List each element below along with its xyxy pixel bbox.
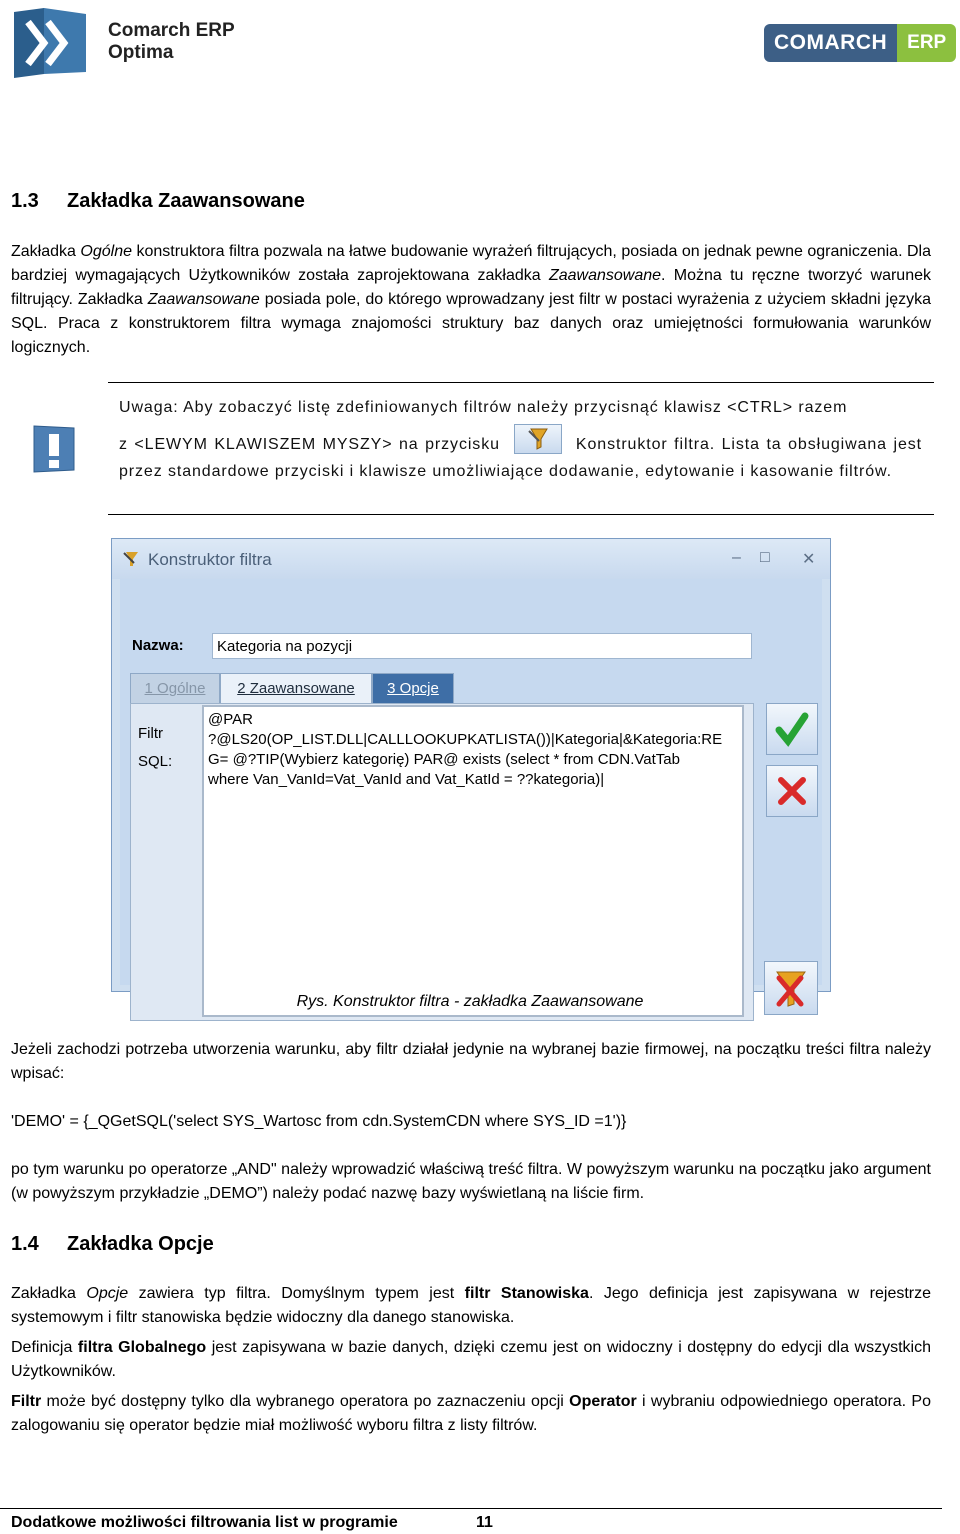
text-run-italic: Opcje	[86, 1285, 129, 1302]
dialog-app-icon	[122, 550, 142, 573]
dialog-title: Konstruktor filtra	[148, 550, 272, 569]
text-run-bold: filtr Stanowiska	[464, 1285, 589, 1302]
text-run: jest zapisywana w bazie danych, dzięki czemu jest on widoczny i dostępny do edycji dla wszystkich Użytkowników.	[11, 1339, 931, 1380]
para-and: po tym warunku po operatorze „AND" należy wprowadzić właściwą treść filtra. W powyższym warunku na początku jako argument (w powyższym przykładzie „DEMO”) należy podać nazwę bazy wyświetlaną na liście firm.	[11, 1161, 931, 1202]
ok-icon	[767, 704, 817, 754]
product-name-line1: Comarch ERP	[108, 20, 235, 41]
name-label: Nazwa:	[132, 637, 184, 654]
text-run-italic: Zaawansowane	[548, 267, 662, 284]
product-name-line2: Optima	[108, 42, 174, 63]
section-title: Zakładka Zaawansowane	[67, 190, 305, 212]
sql-textarea[interactable]: @PAR ?@LS20(OP_LIST.DLL|CALLLOOKUPKATLISTA())|Kategoria|&Kategoria:RE G= @?TIP(Wybierz kategorię) PAR@ exists (select * from CDN.VatTab where Van_VanId=Vat_VanId and Vat_KatId = ??kategoria)|	[202, 705, 744, 1017]
section-heading-1-3	[11, 189, 305, 213]
dialog-body	[120, 579, 822, 985]
text-run: zawiera typ filtra. Domyślnym typem jest	[128, 1285, 465, 1302]
text-run: Definicja	[11, 1339, 78, 1356]
para-demo: Jeżeli zachodzi potrzeba utworzenia warunku, aby filtr działał jedynie na wybranej bazie firmowej, na początku treści filtra należy wpisać:	[11, 1041, 931, 1082]
text-run-italic: Zaawansowane	[147, 291, 260, 308]
filter-label: Filtr	[138, 725, 163, 742]
cancel-icon	[767, 766, 817, 816]
text-run: i wybraniu odpowiedniego operatora. Po zalogowaniu się operator będzie miał możliwość wyboru filtra z listy filtrów.	[11, 1393, 932, 1434]
page-number: 11	[476, 1514, 493, 1531]
text-run-bold: filtra Globalnego	[77, 1339, 207, 1356]
product-name	[108, 20, 235, 64]
note-text-run: z <LEWYM KLAWISZEM MYSZY> na przycisku	[119, 436, 500, 454]
note-bottom-rule	[108, 514, 934, 515]
comarch-erp-optima-logo-icon	[14, 8, 86, 78]
filter-constructor-dialog	[111, 538, 831, 992]
section-1-3-paragraph	[11, 240, 931, 360]
section-number: 1.3	[11, 190, 39, 212]
badge-comarch: COMARCH	[764, 24, 897, 62]
text-run: konstruktora filtra pozwala na łatwe budowanie wyrażeń filtrujących, posiada on jednak pewne ograniczenia. Dla bardziej wymagających Użytkowników została zaprojektowana zakładka	[11, 243, 932, 284]
tab-advanced[interactable]: 2 Zaawansowane	[220, 673, 372, 703]
note-top-rule	[108, 382, 934, 383]
cancel-button[interactable]	[766, 765, 818, 817]
section-heading-1-4	[11, 1232, 214, 1256]
footer-rule	[0, 1508, 942, 1509]
tab-options[interactable]: 3 Opcje	[372, 673, 454, 703]
dialog-titlebar	[112, 539, 830, 579]
text-run: może być dostępny tylko dla wybranego operatora po zaznaczeniu opcji	[41, 1393, 570, 1410]
text-run: . Jego definicja jest zapisywana w rejestrze systemowym i filtr stanowiska będzie widoczny dla danego stanowiska.	[11, 1285, 932, 1326]
close-icon[interactable]: ✕	[802, 551, 816, 568]
footer-title: Dodatkowe możliwości filtrowania list w programie	[11, 1514, 398, 1531]
note-text-run: Konstruktor filtra. Lista ta obsługiwana jest przez standardowe przyciski i klawisze umożliwiające dodawanie, edytowanie i kasowanie filtrów.	[119, 436, 922, 480]
text-run: posiada pole, do którego wprowadzany jest filtr w postaci wyrażenia z użyciem składni języka SQL. Praca z konstruktorem filtra wymaga znajomości struktury baz danych oraz umiejętności formułowania warunków logicznych.	[11, 291, 932, 356]
sql-label: SQL:	[138, 753, 173, 770]
section-number: 1.4	[11, 1233, 39, 1255]
minimize-icon[interactable]: –	[732, 549, 741, 566]
note-line1: Uwaga: Aby zobaczyć listę zdefiniowanych filtrów należy przycisnąć klawisz <CTRL> razem	[119, 399, 848, 416]
text-run-bold: Filtr	[11, 1393, 42, 1410]
text-run: Zakładka	[11, 243, 81, 260]
code-line: 'DEMO' = {_QGetSQL('select SYS_Wartosc from cdn.SystemCDN where SYS_ID =1')}	[11, 1113, 627, 1130]
note-text	[119, 396, 922, 484]
text-run-bold: Operator	[569, 1393, 637, 1410]
maximize-icon[interactable]: □	[760, 549, 770, 566]
filter-constructor-icon	[514, 424, 562, 454]
name-input[interactable]: Kategoria na pozycji	[212, 633, 752, 659]
tab-general[interactable]: 1 Ogólne	[130, 673, 220, 703]
badge-erp: ERP	[897, 24, 956, 62]
comarch-erp-badge	[764, 24, 956, 62]
figure-caption: Rys. Konstruktor filtra - zakładka Zaawansowane	[296, 993, 644, 1010]
section-1-4-paragraph-1	[11, 1282, 931, 1330]
ok-button[interactable]	[766, 703, 818, 755]
exclamation-icon	[30, 424, 78, 474]
section-title: Zakładka Opcje	[67, 1233, 214, 1255]
section-1-4-paragraph-3	[11, 1390, 931, 1438]
text-run-italic: Ogólne	[80, 243, 132, 260]
note-line2	[119, 430, 922, 484]
text-run: . Można tu ręczne tworzyć warunek filtrujący. Zakładka	[11, 267, 932, 308]
section-1-4-paragraph-2	[11, 1336, 931, 1384]
text-run: Zakładka	[11, 1285, 87, 1302]
